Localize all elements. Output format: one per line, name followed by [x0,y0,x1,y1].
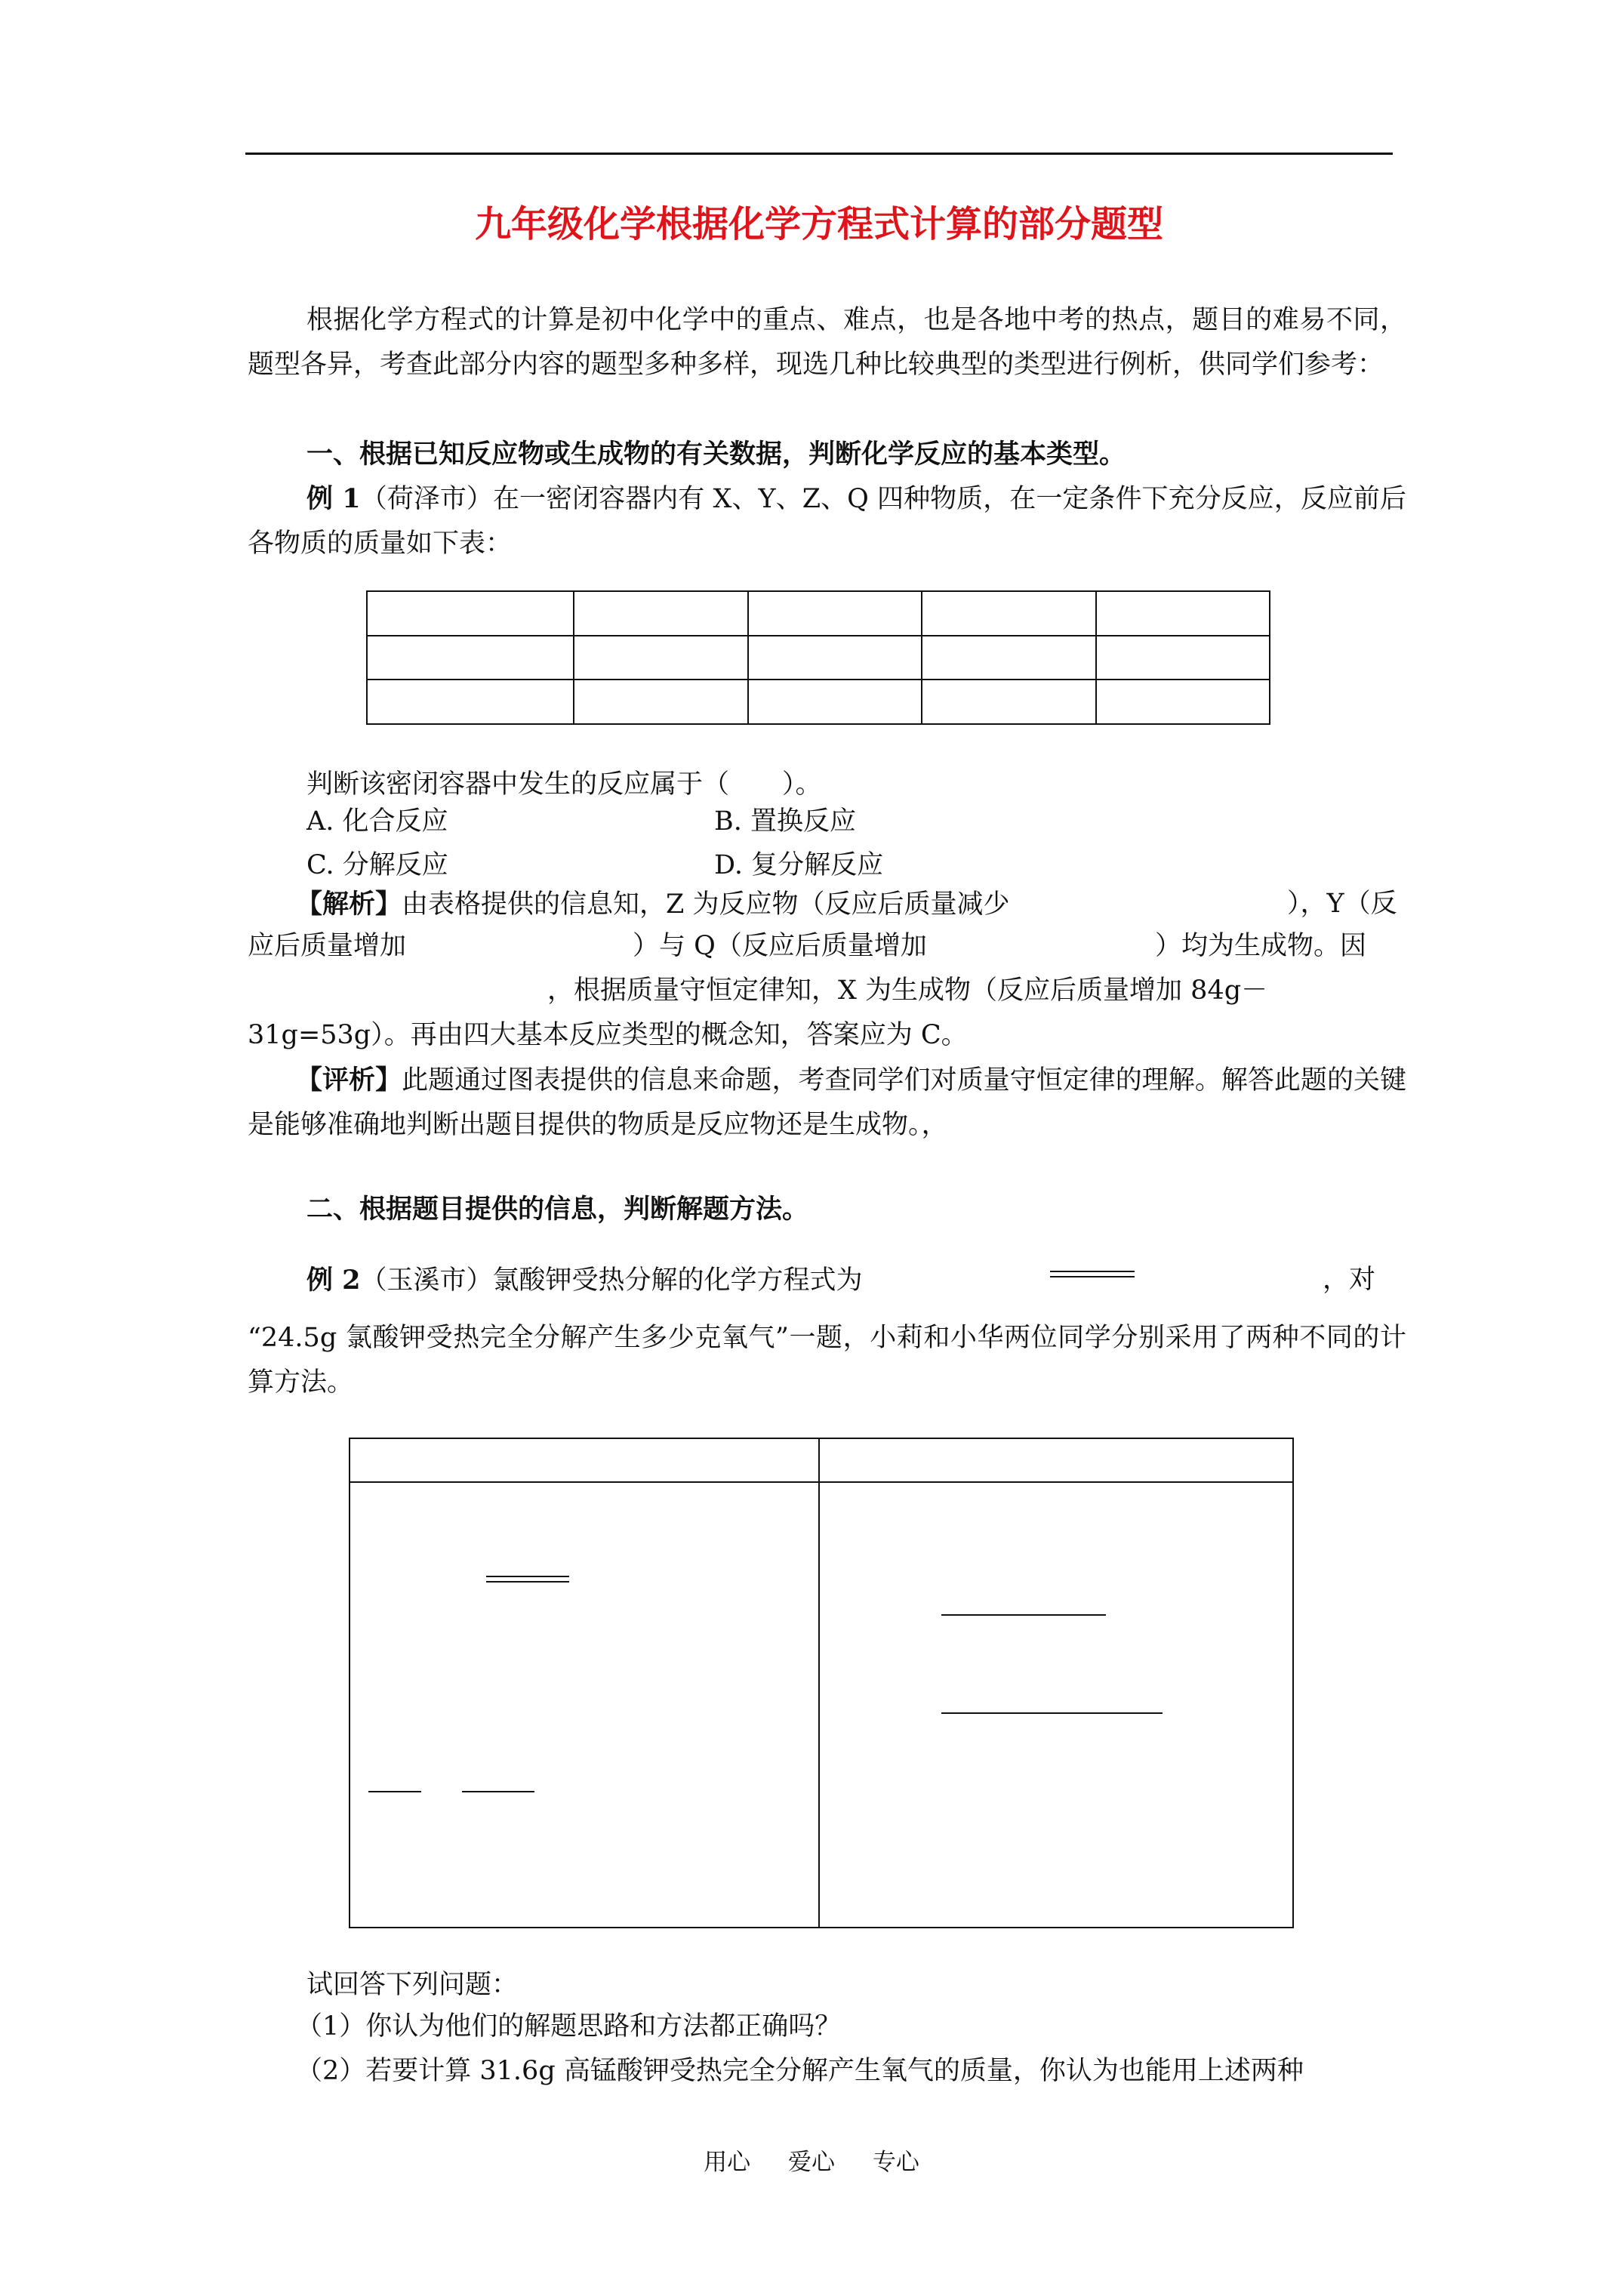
analysis-text1: 由表格提供的信息知，Z 为反应物（反应后质量减少 [402,889,1010,920]
footer-word-1: 用心 [704,2149,751,2176]
example1-label: 例 1 [306,483,361,514]
table-row [367,636,1270,680]
analysis-text4: ）与 Q（反应后质量增加 [633,931,927,961]
example1-paragraph [248,476,1406,566]
left-equation-arrow-top [486,1576,569,1577]
questions-intro: 试回答下列问题： [306,1970,519,2000]
right-fraction-bar-2 [941,1712,1163,1714]
table-row [367,591,1270,636]
example2-text-a: （玉溪市）氯酸钾受热分解的化学方程式为 [360,1265,863,1296]
comment-text: 此题通过图表提供的信息来命题，考查同学们对质量守恒定律的理解。解答此题的关键是能够准确地判断出题目提供的物质是反应物还是生成物。， [248,1065,1406,1140]
example2-line1 [306,1258,863,1303]
equation-arrow-top [1050,1271,1135,1272]
analysis-text6: ，根据质量守恒定律知，X 为生成物（反应后质量增加 84g－ [547,975,1268,1006]
example1-question: 判断该密闭容器中发生的反应属于（ ）。 [306,769,822,800]
header-rule [245,153,1393,155]
analysis-label: 【解析】 [296,889,402,920]
section1-heading: 一、根据已知反应物或生成物的有关数据，判断化学反应的基本类型。 [306,439,1126,470]
example2-text-b: ，对 [1323,1265,1376,1295]
solution-table-header [350,1439,1292,1483]
mass-table [366,590,1270,725]
right-fraction-bar-1 [941,1614,1106,1616]
equation-arrow-bottom [1050,1276,1135,1277]
analysis-text3: 应后质量增加 [248,931,407,961]
question-1: （1）你认为他们的解题思路和方法都正确吗？ [296,2011,842,2042]
section2-heading: 二、根据题目提供的信息，判断解题方法。 [306,1194,809,1225]
solution-table-divider [818,1439,820,1927]
footer-motto [0,2147,1623,2177]
analysis-line1 [296,882,1009,927]
footer-word-2: 爱心 [788,2149,835,2176]
comment-label: 【评析】 [296,1065,402,1096]
comment-paragraph [248,1058,1406,1148]
option-a: A. 化合反应 [306,806,448,837]
footer-word-3: 专心 [872,2149,919,2176]
left-equation-arrow-bottom [486,1581,569,1583]
option-c: C. 分解反应 [306,850,448,880]
page-title: 九年级化学根据化学方程式计算的部分题型 [474,203,1163,245]
left-fraction-bar-1 [368,1791,421,1792]
example1-text: （荷泽市）在一密闭容器内有 X、Y、Z、Q 四种物质，在一定条件下充分反应，反应前后各物质的质量如下表： [248,484,1406,559]
option-b: B. 置换反应 [714,806,856,837]
option-d: D. 复分解反应 [714,850,884,880]
intro-paragraph: 根据化学方程式的计算是初中化学中的重点、难点，也是各地中考的热点，题目的难易不同，题型各异，考查此部分内容的题型多种多样，现选几种比较典型的类型进行例析，供同学们参考： [248,305,1406,380]
example2-label: 例 2 [306,1265,361,1296]
table-row [367,680,1270,724]
analysis-text7: 31g=53g）。再由四大基本反应类型的概念知，答案应为 C。 [248,1020,968,1050]
question-2: （2）若要计算 31.6g 高锰酸钾受热完全分解产生氧气的质量，你认为也能用上述两种 [296,2056,1304,2086]
analysis-text2: ），Y（反 [1287,889,1397,919]
analysis-text5: ）均为生成物。因 [1155,931,1367,961]
solution-table [349,1438,1294,1928]
example2-paragraph: “24.5g 氯酸钾受热完全分解产生多少克氧气”一题，小莉和小华两位同学分别采用了两种不同的计算方法。 [248,1323,1406,1398]
left-fraction-bar-2 [462,1791,534,1792]
